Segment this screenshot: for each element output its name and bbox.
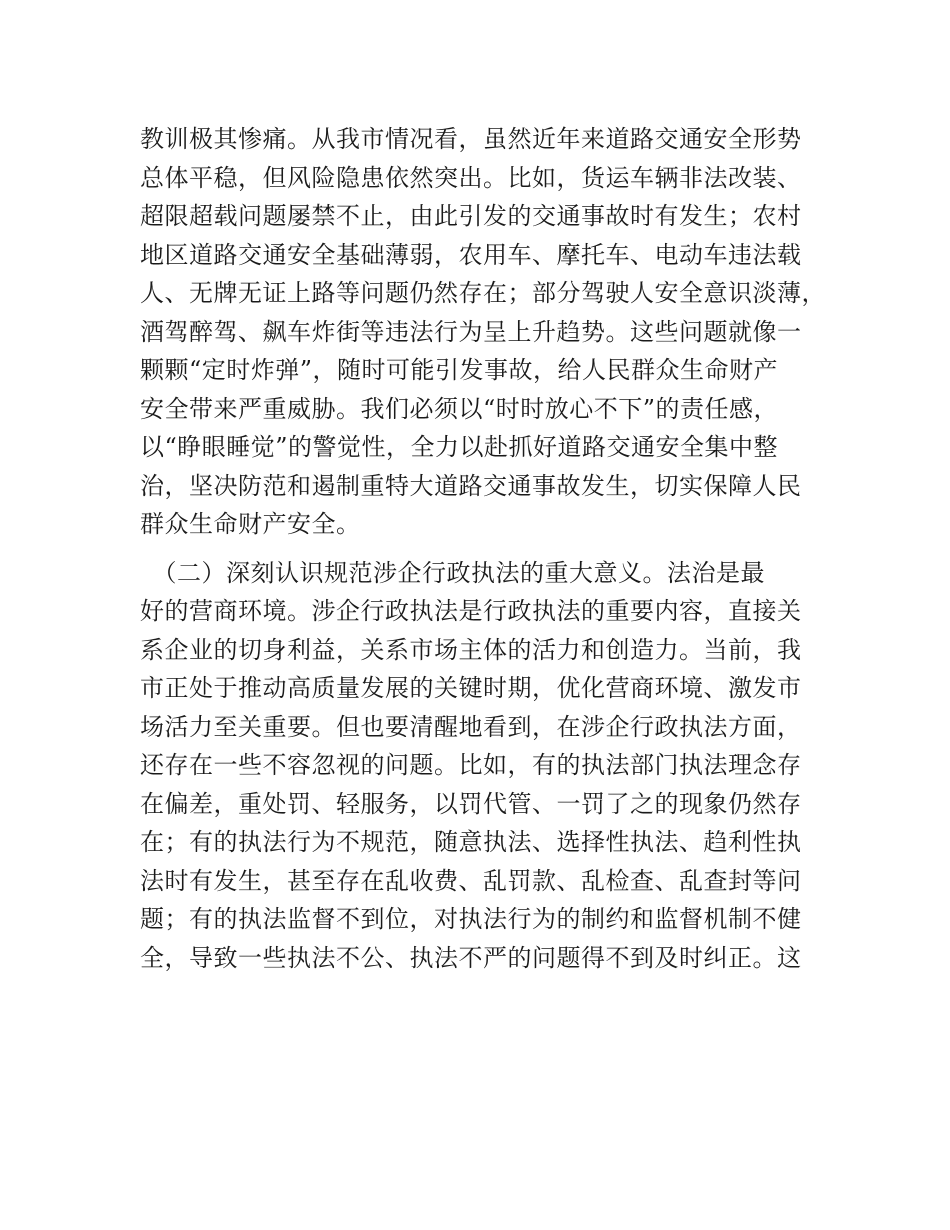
paragraph-line: 系企业的切身利益，关系市场主体的活力和创造力。当前，我 xyxy=(140,635,802,664)
paragraph-line: 超限超载问题屡禁不止，由此引发的交通事故时有发生；农村 xyxy=(140,202,802,230)
document-body xyxy=(140,120,826,977)
paragraph-spacer xyxy=(140,544,820,554)
paragraph-line: 好的营商环境。涉企行政执法是行政执法的重要内容，直接关 xyxy=(140,597,802,625)
paragraph-2 xyxy=(140,554,820,978)
paragraph-line: 市正处于推动高质量发展的关键时期，优化营商环境、激发市 xyxy=(140,674,802,702)
paragraph-line: 群众生命财产安全。 xyxy=(140,510,361,538)
paragraph-line: 酒驾醉驾、飙车炸街等违法行为呈上升趋势。这些问题就像一 xyxy=(140,317,802,346)
paragraph-line: 全，导致一些执法不公、执法不严的问题得不到及时纠正。这 xyxy=(140,943,802,972)
paragraph-line: 法时有发生，甚至存在乱收费、乱罚款、乱检查、乱查封等问 xyxy=(140,866,802,895)
paragraph-line: 场活力至关重要。但也要清醒地看到，在涉企行政执法方面， xyxy=(140,712,802,741)
paragraph-line: 总体平稳，但风险隐患依然突出。比如，货运车辆非法改装、 xyxy=(140,163,802,192)
paragraph-line: 地区道路交通安全基础薄弱，农用车、摩托车、电动车违法载 xyxy=(140,240,802,269)
paragraph-line: 治，坚决防范和遏制重特大道路交通事故发生，切实保障人民 xyxy=(140,471,802,500)
paragraph-line: 人、无牌无证上路等问题仍然存在；部分驾驶人安全意识淡薄， xyxy=(140,279,826,307)
paragraph-line: 教训极其惨痛。从我市情况看，虽然近年来道路交通安全形势 xyxy=(140,125,802,153)
paragraph-1 xyxy=(140,120,826,544)
paragraph-line: 还存在一些不容忽视的问题。比如，有的执法部门执法理念存 xyxy=(140,751,802,779)
paragraph-line: 以“睁眼睡觉”的警觉性，全力以赴抓好道路交通安全集中整 xyxy=(140,433,779,461)
paragraph-line: 题；有的执法监督不到位，对执法行为的制约和监督机制不健 xyxy=(140,905,802,933)
paragraph-line: 安全带来严重威胁。我们必须以“时时放心不下”的责任感， xyxy=(140,394,779,423)
paragraph-line: 在；有的执法行为不规范，随意执法、选择性执法、趋利性执 xyxy=(140,828,802,856)
paragraph-line: 在偏差，重处罚、轻服务，以罚代管、一罚了之的现象仍然存 xyxy=(140,789,802,818)
paragraph-line: （二）深刻认识规范涉企行政执法的重大意义。法治是最 xyxy=(140,558,765,587)
paragraph-line: 颗颗“定时炸弹”，随时可能引发事故，给人民群众生命财产 xyxy=(140,356,779,384)
